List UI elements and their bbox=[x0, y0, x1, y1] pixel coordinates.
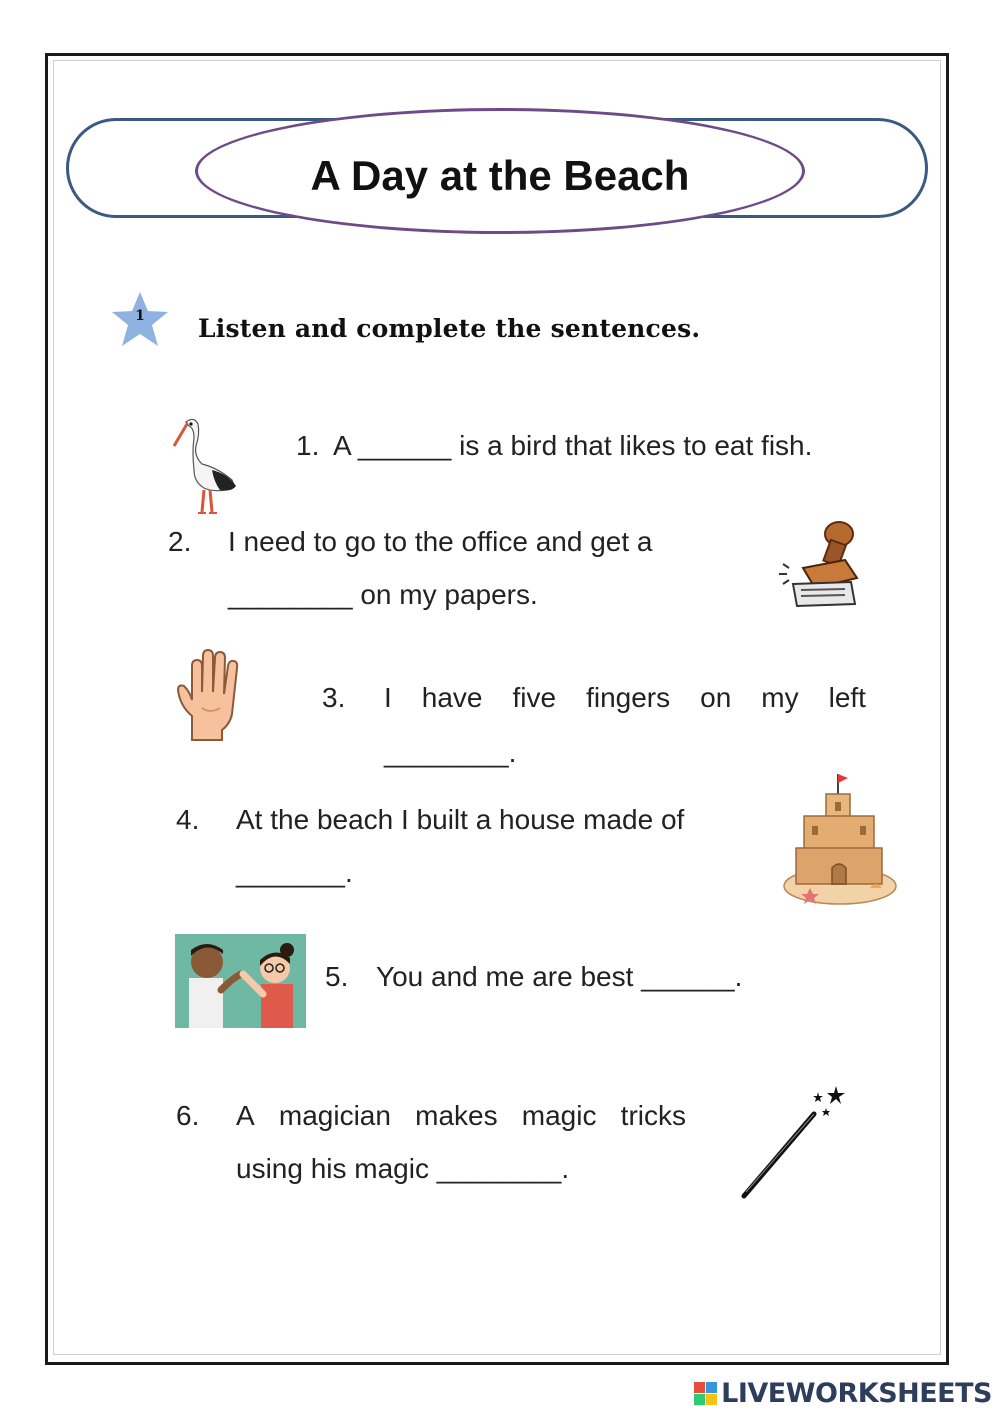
item-5-number: 5. bbox=[325, 961, 349, 992]
rubber-stamp-icon bbox=[775, 512, 875, 612]
item-3-word: I bbox=[384, 682, 392, 713]
liveworksheets-logo-icon bbox=[694, 1382, 717, 1405]
item-6-number: 6. bbox=[176, 1100, 200, 1131]
hand-icon bbox=[172, 648, 248, 744]
exercise-instruction: Listen and complete the sentences. bbox=[198, 314, 701, 343]
item-1-number: 1. bbox=[296, 430, 320, 461]
exercise-number: 1 bbox=[135, 308, 145, 324]
item-6-sentence-line1 bbox=[236, 1100, 686, 1132]
magic-wand-icon bbox=[738, 1084, 848, 1202]
item-3-number: 3. bbox=[322, 682, 346, 713]
page-title: A Day at the Beach bbox=[310, 152, 690, 199]
stork-icon bbox=[172, 412, 242, 517]
item-6-word: makes bbox=[415, 1100, 498, 1131]
item-3-word: five bbox=[512, 682, 557, 713]
sandcastle-icon bbox=[782, 770, 898, 906]
item-2-number: 2. bbox=[168, 526, 192, 557]
item-6-word: tricks bbox=[620, 1100, 686, 1131]
item-3-word: have bbox=[421, 682, 483, 713]
item-3-sentence-line2: ________. bbox=[384, 737, 517, 768]
item-4-number: 4. bbox=[176, 804, 200, 835]
item-3-word: on bbox=[700, 682, 732, 713]
item-3-word: my bbox=[761, 682, 799, 713]
item-4-sentence-line1: At the beach I built a house made of bbox=[236, 804, 685, 835]
footer-watermark bbox=[694, 1378, 992, 1409]
item-2-sentence-line1: I need to go to the office and get a bbox=[228, 526, 653, 557]
item-2-sentence-line2: ________ on my papers. bbox=[228, 579, 538, 610]
item-3-word: left bbox=[828, 682, 866, 713]
item-6-sentence-line2: using his magic ________. bbox=[236, 1153, 570, 1184]
item-1-sentence: A ______ is a bird that likes to eat fish. bbox=[333, 430, 813, 461]
item-3-sentence-line1 bbox=[384, 682, 866, 714]
footer-brand: LIVEWORKSHEETS bbox=[721, 1378, 992, 1409]
item-6-word: magic bbox=[521, 1100, 597, 1131]
item-4-sentence-line2: _______. bbox=[236, 857, 353, 888]
friends-icon bbox=[175, 934, 306, 1028]
item-6-word: A bbox=[236, 1100, 255, 1131]
item-3-word: fingers bbox=[586, 682, 671, 713]
item-5-sentence: You and me are best ______. bbox=[376, 961, 743, 992]
item-6-word: magician bbox=[278, 1100, 391, 1131]
